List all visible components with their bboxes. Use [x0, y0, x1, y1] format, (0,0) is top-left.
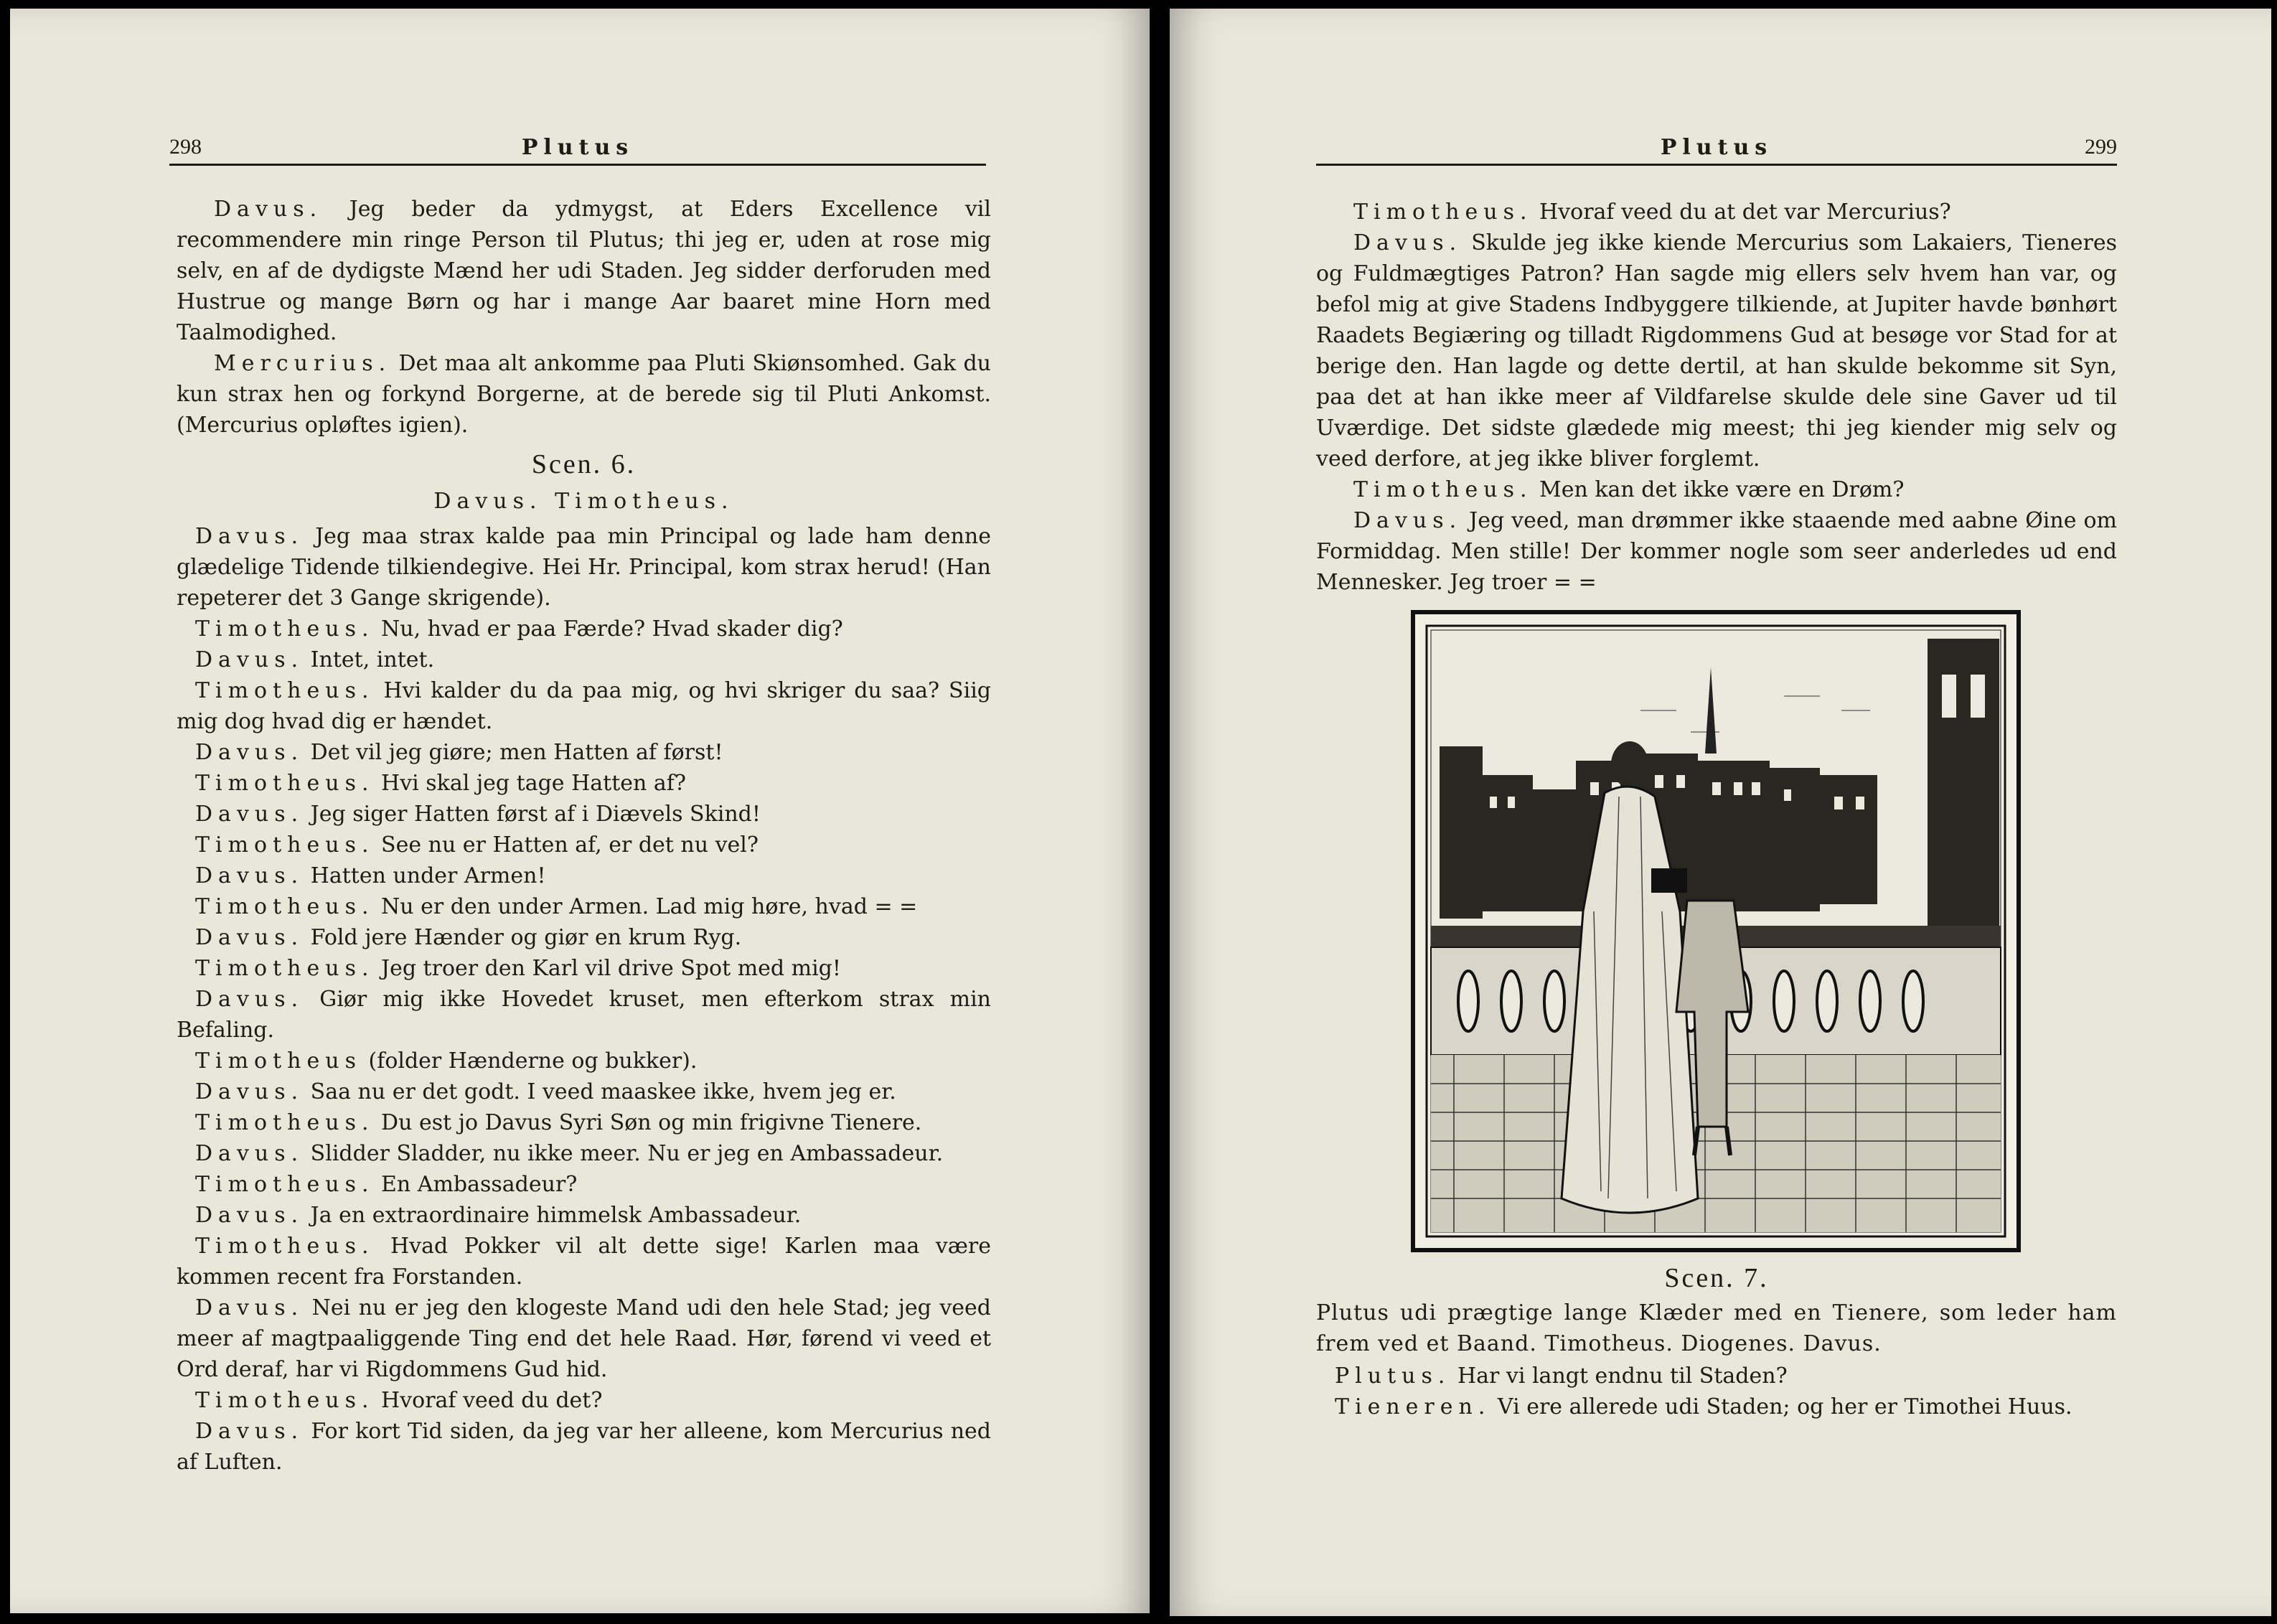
speech: Det vil jeg giøre; men Hatten af først!: [304, 740, 723, 765]
scene-persons: Davus. Timotheus.: [433, 489, 734, 514]
paragraph: Mercurius. Det maa alt ankomme paa Pluti Skiønsomhed. Gak du kun strax hen og forkynd Borgerne, at de berede sig til Pluti Ankomst. (Mercurius opløftes igien).: [177, 351, 991, 438]
scene-title: Scen. 7.: [1664, 1263, 1769, 1293]
speaker: Davus.: [195, 524, 304, 549]
speech: Slidder Sladder, nu ikke meer. Nu er jeg en Ambassadeur.: [304, 1141, 944, 1166]
dialogue-line: [1316, 197, 2117, 227]
dialogue-line: [177, 1292, 991, 1385]
left-page: [10, 9, 1150, 1613]
speaker: Timotheus.: [1353, 477, 1533, 502]
speaker: Mercurius.: [214, 351, 392, 376]
speech: For kort Tid siden, da jeg var her alleene, kom Mercurius ned af Luften.: [177, 1419, 991, 1475]
dialogue-line: [177, 1200, 991, 1231]
speaker: Davus.: [1353, 508, 1463, 533]
right-text-bottom: [1316, 1259, 2117, 1422]
page-number-left: 298: [169, 135, 202, 159]
speaker: Davus.: [195, 1141, 304, 1166]
dialogue-line: [177, 1107, 991, 1138]
speaker: Davus.: [195, 647, 304, 672]
page-number-right: 299: [2085, 135, 2117, 159]
running-title-left: Plutus: [521, 135, 634, 160]
speech: Ja en extraordinaire himmelsk Ambassadeur.: [304, 1203, 802, 1228]
dialogue-line: [177, 521, 991, 614]
speech: Jeg maa strax kalde paa min Principal og lade ham denne glædelige Tidende tilkiendegive. Hei Hr. Principal, kom strax herud! (Han repeterer det 3 Gange skrigende).: [177, 524, 991, 611]
dialogue-line: [177, 1169, 991, 1200]
dialogue-line: [1316, 1391, 2117, 1422]
speaker: Timotheus.: [195, 771, 375, 796]
dialogue-line: [177, 922, 991, 953]
speaker: Timotheus.: [195, 1110, 375, 1135]
speaker: Timotheus.: [195, 894, 375, 919]
dialogue-line: [177, 830, 991, 860]
speaker: Timotheus.: [195, 1388, 375, 1413]
speech: Saa nu er det godt. I veed maaskee ikke, hvem jeg er.: [304, 1079, 896, 1104]
speaker: Davus.: [214, 197, 323, 222]
speaker: Davus.: [195, 987, 304, 1012]
dialogue-line: [1316, 505, 2117, 598]
speaker: Davus.: [195, 1419, 304, 1444]
speaker: Davus.: [1353, 230, 1463, 255]
speech: Jeg veed, man drømmer ikke staaende med aabne Øine om Formiddag. Men stille! Der kommer nogle som seer anderledes ud end Mennesker. Jeg troer = =: [1316, 508, 2117, 595]
speech: Nu, hvad er paa Færde? Hvad skader dig?: [374, 616, 843, 642]
speaker: Timotheus.: [195, 1234, 375, 1259]
running-title-right: Plutus: [1660, 135, 1773, 160]
speaker: Timotheus.: [195, 832, 375, 858]
speech: Jeg troer den Karl vil drive Spot med mig!: [374, 956, 841, 981]
dialogue-line: [177, 1385, 991, 1416]
scene-illustration: [1411, 610, 2021, 1252]
speech: Men kan det ikke være en Drøm?: [1532, 477, 1905, 502]
speaker: Timotheus.: [195, 678, 375, 703]
stage-direction: Plutus udi prægtige lange Klæder med en Tienere, som leder ham frem ved et Baand. Timotheus. Diogenes. Davus.: [1316, 1300, 2117, 1356]
speech: Hvi kalder du da paa mig, og hvi skriger du saa? Siig mig dog hvad dig er hændet.: [177, 678, 991, 734]
speech: Hvi skal jeg tage Hatten af?: [374, 771, 686, 796]
speech: Hvoraf veed du at det var Mercurius?: [1532, 200, 1951, 225]
speaker: Timotheus.: [195, 1172, 375, 1197]
dialogue-line: [1316, 227, 2117, 474]
speaker: Davus.: [195, 802, 304, 827]
paragraph: Davus. Jeg beder da ydmygst, at Eders Excellence vil recommendere min ringe Person til Plutus; thi jeg er, uden at rose mig selv, en af de dydigste Mænd her udi Staden. Jeg sidder derforuden med Hustrue og mange Børn og har i mange Aar baaret mine Horn med Taalmodighed.: [177, 197, 991, 345]
speaker: Davus.: [195, 863, 304, 888]
speaker: Timotheus.: [1353, 200, 1533, 225]
speech: Nei nu er jeg den klogeste Mand udi den hele Stad; jeg veed meer af magtpaaliggende Ting end det hele Raad. Hør, førend vi veed et Ord deraf, har vi Rigdommens Gud hid.: [177, 1295, 991, 1382]
speech: See nu er Hatten af, er det nu vel?: [374, 832, 759, 858]
speech: Hatten under Armen!: [304, 863, 546, 888]
paragraphs: [1316, 197, 2117, 598]
speaker: Davus.: [195, 925, 304, 950]
speaker: Timotheus.: [195, 956, 375, 981]
speech: (folder Hænderne og bukker).: [361, 1048, 698, 1074]
dialogue-line: [177, 799, 991, 830]
left-text-body: [177, 194, 991, 1478]
speech: Intet, intet.: [304, 647, 435, 672]
speech: Hvoraf veed du det?: [374, 1388, 603, 1413]
dialogue-line: [1316, 1361, 2117, 1391]
dialogue-line: [177, 1076, 991, 1107]
speaker: Davus.: [195, 1203, 304, 1228]
dialogue: [177, 521, 991, 1478]
speaker: Davus.: [195, 740, 304, 765]
speech: Har vi langt endnu til Staden?: [1450, 1363, 1788, 1389]
left-running-header: [169, 132, 986, 166]
dialogue-line: [177, 891, 991, 922]
dialogue-line: [177, 1046, 991, 1076]
dialogue: [1316, 1361, 2117, 1422]
speech: Skulde jeg ikke kiende Mercurius som Lakaiers, Tieneres og Fuldmægtiges Patron? Han sagde mig ellers selv hvem han var, og befol mig at give Stadens Indbyggere tilkiende, at Jupiter havde bønhørt Raadets Begiæring og tilladt Rigdommens Gud at besøge vor Stad for at berige den. Han lagde og dette dertil, at han skulde bekomme sit Syn, paa det at han ikke meer af Vildfarelse skulde dele sine Gaver ud til Uværdige. Det sidste glædede mig meest; thi jeg kiender mig selv og veed derfore, at jeg ikke bliver forglemt.: [1316, 230, 2117, 471]
speaker: Timotheus.: [195, 616, 375, 642]
dialogue-line: [177, 984, 991, 1046]
dialogue-line: [177, 1138, 991, 1169]
speech: Nu er den under Armen. Lad mig høre, hvad = =: [374, 894, 918, 919]
speech: Vi ere allerede udi Staden; og her er Timothei Huus.: [1490, 1394, 2072, 1419]
speech: En Ambassadeur?: [374, 1172, 578, 1197]
speaker: Davus.: [195, 1079, 304, 1104]
speaker: Tieneren.: [1335, 1394, 1491, 1419]
dialogue-line: [177, 737, 991, 768]
speaker: Davus.: [195, 1295, 304, 1320]
speech: Fold jere Hænder og giør en krum Ryg.: [304, 925, 742, 950]
speech: Jeg siger Hatten først af i Diævels Skind!: [304, 802, 761, 827]
speech: Du est jo Davus Syri Søn og min frigivne Tienere.: [374, 1110, 922, 1135]
dialogue-line: [177, 644, 991, 675]
dialogue-line: [177, 768, 991, 799]
dialogue-line: [177, 953, 991, 984]
dialogue-line: [177, 860, 991, 891]
right-running-header: [1316, 132, 2117, 166]
scene-title: Scen. 6.: [531, 449, 637, 479]
right-page: [1170, 9, 2271, 1616]
dialogue-line: [177, 614, 991, 644]
right-text-top: [1316, 197, 2117, 598]
speech: Hvad Pokker vil alt dette sige! Karlen maa være kommen recent fra Forstanden.: [177, 1234, 991, 1290]
speaker: Plutus.: [1335, 1363, 1451, 1389]
speaker: Timotheus: [195, 1048, 362, 1074]
speech: Giør mig ikke Hovedet kruset, men efterkom strax min Befaling.: [177, 987, 991, 1043]
dialogue-line: [177, 1231, 991, 1292]
dialogue-line: [1316, 474, 2117, 505]
dialogue-line: [177, 1416, 991, 1478]
dialogue-line: [177, 675, 991, 737]
